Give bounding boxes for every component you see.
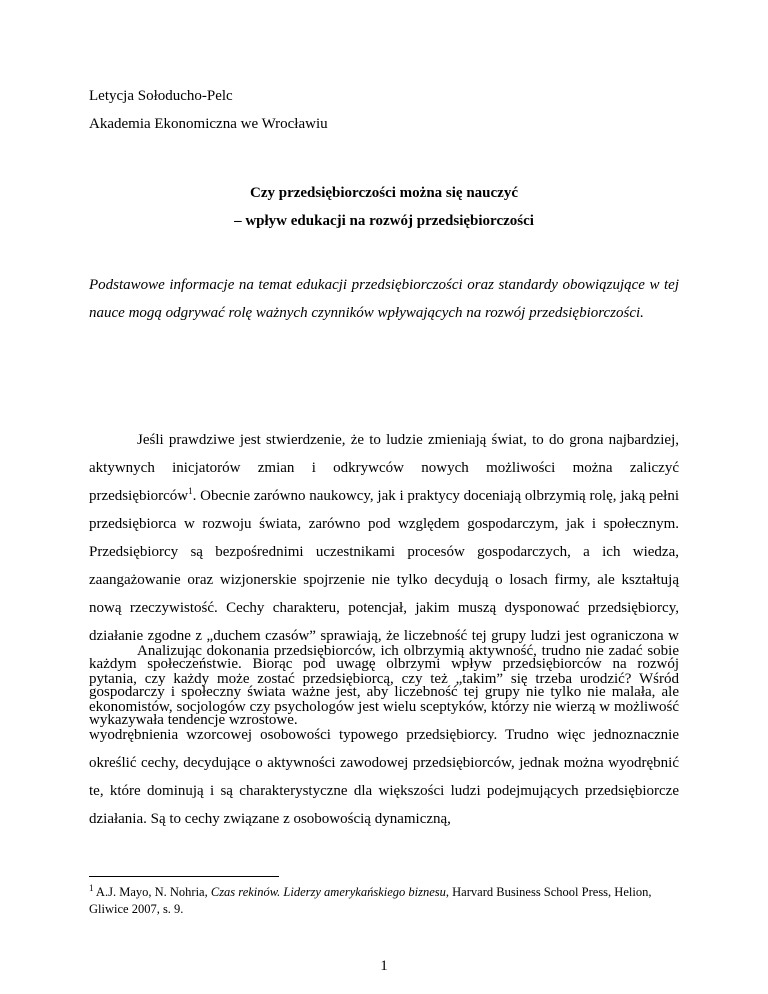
paragraph-1-text-a: Jeśli prawdziwe jest stwierdzenie, że to ludzie zmieniają świat, to do grona najbardziej, aktywnych inicjatorów zmian i odkrywców nowych możliwości można zaliczyć przedsiębiorców xyxy=(89,432,679,504)
abstract: Podstawowe informacje na temat edukacji przedsiębiorczości oraz standardy obowiązujące w tej nauce mogą odgrywać rolę ważnych czynników wpływających na rozwój przedsiębiorczości. xyxy=(89,277,679,321)
author-affiliation: Akademia Ekonomiczna we Wrocławiu xyxy=(89,116,328,132)
paragraph-2: Analizując dokonania przedsiębiorców, ich olbrzymią aktywność, trudno nie zadać sobie pytania, czy każdy może zostać przedsiębiorcą, czy też „takim” się trzeba urodzić? Wśród ekonomistów, socjologów czy psychologów jest wielu sceptyków, którzy nie wierzą w możliwość wyodrębnienia wzorcowej osobowości typowego przedsiębiorcy. Trudno więc jednoznacznie określić cechy, decydujące o aktywności zawodowej przedsiębiorców, jednak można wyodrębnić te, które dominują i są charakterystyczne dla większości ludzi podejmujących przedsiębiorcze działania. Są to cechy związane z osobowością dynamiczną, xyxy=(89,643,679,827)
footnote-book-title: Czas rekinów. Liderzy amerykańskiego biznesu xyxy=(210,885,446,899)
page-number: 1 xyxy=(380,958,388,974)
title-line-2: – wpływ edukacji na rozwój przedsiębiorczości xyxy=(234,213,534,229)
footnote-details: , Harvard Business School Press, Helion, Gliwice 2007, s. 9. xyxy=(89,885,652,916)
footnote-reference: 1 xyxy=(188,486,193,496)
paragraph-1-text-b: . Obecnie zarówno naukowcy, jak i praktycy doceniają olbrzymią rolę, jaką pełni przedsiębiorca w rozwoju świata, zarówno pod względem gospodarczym, jak i społecznym. Przedsiębiorcy są bezpośrednimi uczestnikami procesów gospodarczych, a ich wiedza, zaangażowanie oraz wizjonerskie spojrzenie nie tylko decydują o losach firmy, ale kształtują nową rzeczywistość. Cechy charakteru, potencjał, jakim muszą dysponować przedsiębiorcy, działanie zgodne z „duchem czasów” sprawiają, że liczebność tej grupy ludzi jest ograniczona w każdym społeczeństwie. Biorąc pod uwagę olbrzymi wpływ przedsiębiorców na rozwój gospodarczy i społeczny świata ważne jest, aby liczebność tej grupy nie tylko nie malała, ale wykazywała tendencje wzrostowe. xyxy=(89,488,679,728)
title-line-1: Czy przedsiębiorczości można się nauczyć xyxy=(249,185,518,201)
footnote-authors: A.J. Mayo, N. Nohria, xyxy=(93,885,211,899)
footnote-separator xyxy=(89,876,279,877)
author-name: Letycja Sołoducho-Pelc xyxy=(89,88,233,104)
footnote-mark: 1 xyxy=(89,882,94,893)
footnote xyxy=(89,884,679,918)
